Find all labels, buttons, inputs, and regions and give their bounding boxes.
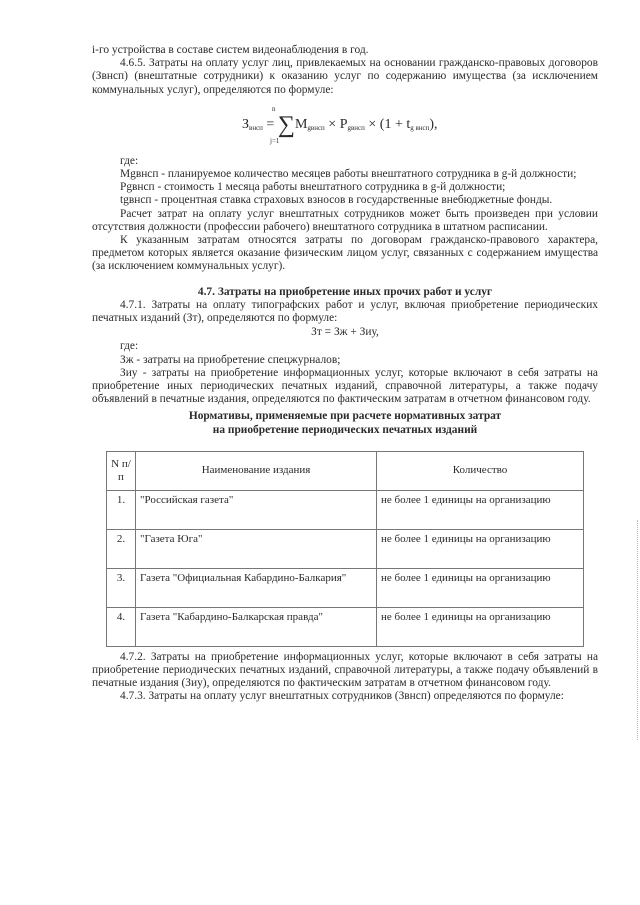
definition-ziu: Зиу - затраты на приобретение информационных услуг, которые включают в себя затраты на приобретение иных периодических печатных изданий, справочной литературы, а также подачу объявлений в печатные издания, определяются по фактическим затратам в отчетном финансовом году. xyxy=(92,366,598,406)
where-label: где: xyxy=(120,154,139,167)
cell-name: "Российская газета" xyxy=(136,490,377,529)
formula-eq: = xyxy=(262,116,278,132)
table-row xyxy=(107,529,584,568)
formula-m-sub: gвнсп xyxy=(307,123,325,132)
sum-symbol-icon: ∑ xyxy=(277,111,295,138)
cell-number: 3. xyxy=(107,568,136,607)
paragraph-4-7-2: 4.7.2. Затраты на приобретение информационных услуг, которые включают в себя затраты на приобретение периодических печатных изданий, справочной литературы, а также подачу объявлений в печатные издания (Зиу), определяются по фактическим затратам в отчетном финансовом году. xyxy=(92,650,598,690)
definition-p: Pgвнсп - стоимость 1 месяца работы внештатного сотрудника в g-й должности; xyxy=(120,181,506,194)
formula-close: ), xyxy=(429,116,438,132)
formula-printing: Зт = Зж + Зиу, xyxy=(311,326,379,339)
header-number: N п/п xyxy=(107,451,136,490)
paragraph-calculation: Расчет затрат на оплату услуг внештатных сотрудников может быть произведен при условии отсутствия должности (профессии рабочего) внештатного сотрудника в штатном расписании. xyxy=(92,207,598,233)
sum-upper-limit: n xyxy=(272,104,276,113)
definition-zh: Зж - затраты на приобретение спецжурналов; xyxy=(120,353,341,366)
cell-quantity: не более 1 единицы на организацию xyxy=(377,568,584,607)
cell-name: Газета "Официальная Кабардино-Балкария" xyxy=(136,568,377,607)
formula-m: M xyxy=(294,116,308,132)
where-label: где: xyxy=(120,340,139,353)
document-page xyxy=(92,44,598,704)
cell-name: "Газета Юга" xyxy=(136,529,377,568)
table-row xyxy=(107,568,584,607)
cell-number: 2. xyxy=(107,529,136,568)
section-heading-4-7: 4.7. Затраты на приобретение иных прочих работ и услуг xyxy=(197,285,493,298)
header-quantity: Количество xyxy=(377,451,584,490)
table-row xyxy=(107,490,584,529)
definition-m: Mgвнсп - планируемое количество месяцев работы внештатного сотрудника в g-й должности; xyxy=(120,168,577,181)
paragraph-4-6-5: 4.6.5. Затраты на оплату услуг лиц, привлекаемых на основании гражданско-правовых договоров (Звнсп) (внештатные сотрудники) к оказанию услуг по содержанию имущества (за исключением коммунальных услуг), определяются по формуле: xyxy=(92,57,598,96)
table-title-line-1: Нормативы, применяемые при расчете нормативных затрат xyxy=(188,410,502,423)
table-title-line-2: на приобретение периодических печатных изданий xyxy=(212,423,478,436)
cell-quantity: не более 1 единицы на организацию xyxy=(377,607,584,646)
table-row xyxy=(107,607,584,646)
scan-edge-line xyxy=(636,520,638,740)
formula-lhs-sub: внсп xyxy=(249,123,263,132)
formula-lhs: З xyxy=(242,116,250,132)
cell-name: Газета "Кабардино-Балкарская правда" xyxy=(136,607,377,646)
cell-number: 4. xyxy=(107,607,136,646)
periodicals-table xyxy=(106,451,584,647)
formula-p-sub: gвнсп xyxy=(347,123,365,132)
paragraph-4-7-1: 4.7.1. Затраты на оплату типографских работ и услуг, включая приобретение периодических печатных изданий (Зт), определяются по формуле: xyxy=(92,298,598,325)
table-header-row xyxy=(107,451,584,490)
paragraph-4-7-3: 4.7.3. Затраты на оплату услуг внештатных сотрудников (Звнсп) определяются по формуле: xyxy=(120,690,564,703)
cell-quantity: не более 1 единицы на организацию xyxy=(377,490,584,529)
formula-t: × (1 + t xyxy=(364,116,411,132)
sum-lower-limit: j=1 xyxy=(270,136,280,145)
definition-t: tgвнсп - процентная ставка страховых взносов в государственные внебюджетные фонды. xyxy=(120,194,553,207)
cell-quantity: не более 1 единицы на организацию xyxy=(377,529,584,568)
header-name: Наименование издания xyxy=(136,451,377,490)
formula-p: × P xyxy=(324,116,348,132)
text-line: i-го устройства в составе систем видеонаблюдения в год. xyxy=(92,44,369,56)
formula-external-staff xyxy=(92,105,598,145)
formula-t-sub: g внсп xyxy=(410,123,430,132)
cell-number: 1. xyxy=(107,490,136,529)
paragraph-related-costs: К указанным затратам относятся затраты по договорам гражданско-правового характера, предметом которых является оказание физическим лицом услуг, связанных с содержанием имущества (за исключением коммунальных услуг). xyxy=(92,234,598,273)
